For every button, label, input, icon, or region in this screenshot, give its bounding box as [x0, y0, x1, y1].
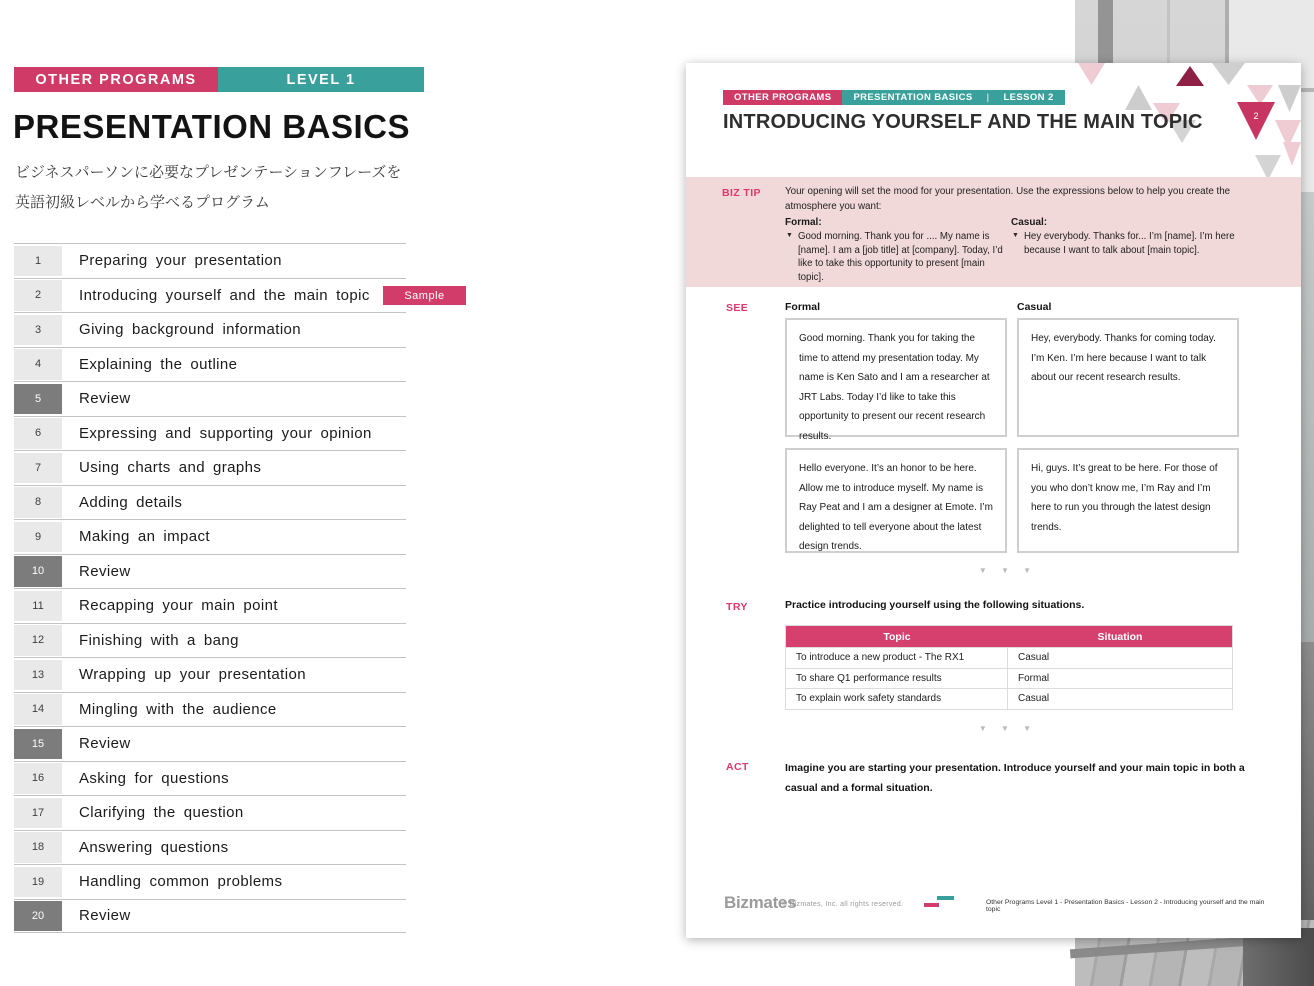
biz-tip-casual-text: Hey everybody. Thanks for... I’m [name]. I’m here because I want to talk about [main topic]. — [1023, 231, 1235, 256]
try-table-topic-cell: To explain work safety standards — [786, 689, 1008, 709]
lesson-title: Preparing your presentation — [79, 252, 282, 270]
see-label: SEE — [726, 302, 749, 314]
act-label: ACT — [726, 761, 749, 773]
lesson-row — [14, 381, 406, 416]
breadcrumb-lesson: LESSON 2 — [1003, 92, 1054, 103]
lesson-number: 9 — [14, 522, 62, 553]
lesson-row — [14, 554, 406, 589]
program-subtitle — [15, 158, 401, 218]
breadcrumb-separator: | — [986, 92, 990, 103]
lesson-title: Finishing with a bang — [79, 631, 239, 649]
see-formal-heading: Formal — [785, 301, 821, 313]
program-subtitle-line2: 英語初級レベルから学べるプログラム — [15, 194, 270, 211]
lesson-number: 15 — [14, 729, 62, 760]
biz-tip-intro: Your opening will set the mood for your presentation. Use the expressions below to help you create the atmosphere you want: — [785, 186, 1231, 212]
biz-tip-formal-text: Good morning. Thank you for .... My name is [name]. I am a [job title] at [company]. Today, I’d like to take this opportunity to present [main topic]. — [797, 231, 1003, 283]
act-instruction: Imagine you are starting your presentation. Introduce yourself and your main topic in both a casual and a formal situation. — [785, 762, 1245, 794]
lesson-row — [14, 588, 406, 623]
biz-tip-casual-heading: Casual: — [1011, 217, 1048, 228]
lesson-row — [14, 726, 406, 761]
lesson-number: 14 — [14, 694, 62, 725]
biz-tip-label: BIZ TIP — [722, 187, 761, 199]
lesson-title: Recapping your main point — [79, 597, 278, 615]
lesson-number: 11 — [14, 591, 62, 622]
lesson-number: 10 — [14, 556, 62, 587]
lesson-number: 17 — [14, 798, 62, 829]
section-divider: ▼ ▼ ▼ — [978, 566, 1038, 575]
copyright-text: © Bizmates, Inc. all rights reserved. — [782, 901, 904, 908]
lesson-row — [14, 243, 406, 278]
lesson-row — [14, 830, 406, 865]
lesson-title: Making an impact — [79, 528, 210, 546]
lesson-row — [14, 795, 406, 830]
try-table-topic-cell: To introduce a new product - The RX1 — [786, 648, 1008, 668]
breadcrumb-course: PRESENTATION BASICS — [853, 92, 973, 103]
lesson-title: Giving background information — [79, 321, 302, 339]
lesson-title: Using charts and graphs — [79, 459, 262, 477]
lesson-row — [14, 450, 406, 485]
try-table-row — [786, 668, 1232, 689]
lesson-row — [14, 312, 406, 347]
try-table-situation-cell: Formal — [1018, 672, 1050, 684]
lesson-number: 18 — [14, 832, 62, 863]
try-table-row — [786, 647, 1232, 668]
lesson-number: 12 — [14, 625, 62, 656]
bizmates-mark-icon — [924, 896, 956, 909]
biz-tip-casual-column — [1011, 217, 1261, 257]
see-example-box: Good morning. Thank you for taking the time to attend my presentation today. My name is Ken Sato and I am a researcher at JRT Labs. Today I’d like to take this opportunity to present our recent research results. — [785, 318, 1007, 437]
lesson-title: Handling common problems — [79, 873, 283, 891]
lesson-row — [14, 519, 406, 554]
lesson-reference-text: Other Programs Level 1 - Presentation Basics - Lesson 2 - Introducing yourself and the main topic — [986, 899, 1265, 913]
lesson-row — [14, 657, 406, 692]
lesson-number: 20 — [14, 901, 62, 931]
lesson-number: 3 — [14, 315, 62, 346]
lesson-number: 5 — [14, 384, 62, 415]
lesson-number: 6 — [14, 418, 62, 449]
lesson-row — [14, 623, 406, 658]
biz-tip-formal-heading: Formal: — [785, 217, 822, 228]
biz-tip-formal-column — [785, 217, 1011, 284]
lesson-number: 1 — [14, 246, 62, 277]
see-casual-heading: Casual — [1017, 301, 1052, 313]
lesson-title: Wrapping up your presentation — [79, 666, 306, 684]
see-example-box: Hey, everybody. Thanks for coming today. I’m Ken. I’m here because I want to talk about our recent research results. — [1017, 318, 1239, 437]
lesson-title: Review — [79, 390, 131, 408]
lesson-title: Review — [79, 907, 131, 925]
try-label: TRY — [726, 601, 748, 613]
lesson-title: Mingling with the audience — [79, 700, 277, 718]
bizmates-logo: Bizmates — [724, 893, 797, 912]
lesson-title: Introducing yourself and the main topic — [79, 286, 370, 304]
slide-breadcrumb — [723, 90, 1065, 105]
program-title: PRESENTATION BASICS — [13, 108, 410, 145]
see-example-box: Hello everyone. It’s an honor to be here. Allow me to introduce myself. My name is Ray Peat and I am a designer at Emote. I’m delighted to tell everyone about the latest design trends. — [785, 448, 1007, 553]
lesson-number: 16 — [14, 763, 62, 794]
section-divider: ▼ ▼ ▼ — [978, 724, 1038, 733]
lesson-number: 2 — [14, 280, 62, 311]
see-example-grid — [785, 318, 1241, 553]
try-table-header-row — [786, 626, 1232, 647]
lesson-title: Review — [79, 735, 131, 753]
biz-tip-section — [686, 177, 1301, 287]
lesson-row — [14, 864, 406, 899]
lesson-number: 8 — [14, 487, 62, 518]
lesson-row — [14, 692, 406, 727]
lesson-row — [14, 347, 406, 382]
lesson-title: Review — [79, 562, 131, 580]
lesson-number: 13 — [14, 660, 62, 691]
sample-badge[interactable]: Sample — [383, 286, 466, 305]
lesson-row — [14, 278, 445, 313]
lesson-title: Clarifying the question — [79, 804, 244, 822]
program-banner — [14, 67, 424, 92]
try-table-topic-cell: To share Q1 performance results — [786, 669, 1008, 689]
try-table-situation-cell: Casual — [1018, 693, 1050, 705]
other-programs-badge: OTHER PROGRAMS — [14, 67, 218, 92]
try-table-row — [786, 688, 1232, 709]
lesson-number: 7 — [14, 453, 62, 484]
lesson-row — [14, 761, 406, 796]
lesson-title: Adding details — [79, 493, 183, 511]
lesson-title: Answering questions — [79, 838, 229, 856]
lesson-title: Explaining the outline — [79, 355, 238, 373]
try-instruction: Practice introducing yourself using the following situations. — [785, 599, 1085, 611]
try-table-header-topic: Topic — [883, 630, 911, 643]
lesson-number: 19 — [14, 867, 62, 898]
triangle-bullet-icon: ▼ — [786, 232, 793, 239]
lesson-title: Asking for questions — [79, 769, 230, 787]
lesson-number: 4 — [14, 349, 62, 380]
lesson-row — [14, 485, 406, 520]
breadcrumb-course-lesson — [842, 90, 1064, 105]
triangle-bullet-icon: ▼ — [1012, 232, 1019, 239]
try-table — [785, 625, 1233, 710]
breadcrumb-program: OTHER PROGRAMS — [723, 90, 842, 105]
level-badge: LEVEL 1 — [218, 67, 424, 92]
lesson-title: Expressing and supporting your opinion — [79, 424, 372, 442]
see-example-box: Hi, guys. It’s great to be here. For those of you who don’t know me, I’m Ray and I’m here to run you through the latest design trends. — [1017, 448, 1239, 553]
try-table-header-situation: Situation — [1097, 630, 1143, 643]
lesson-row — [14, 899, 406, 934]
lesson-row — [14, 416, 406, 451]
lesson-list — [14, 243, 445, 933]
slide-title: INTRODUCING YOURSELF AND THE MAIN TOPIC — [723, 111, 1203, 133]
try-table-situation-cell: Casual — [1018, 652, 1050, 664]
program-subtitle-line1: ビジネスパーソンに必要なプレゼンテーションフレーズを — [15, 164, 402, 181]
sample-slide — [686, 63, 1301, 938]
slide-page-number: 2 — [1253, 111, 1259, 121]
